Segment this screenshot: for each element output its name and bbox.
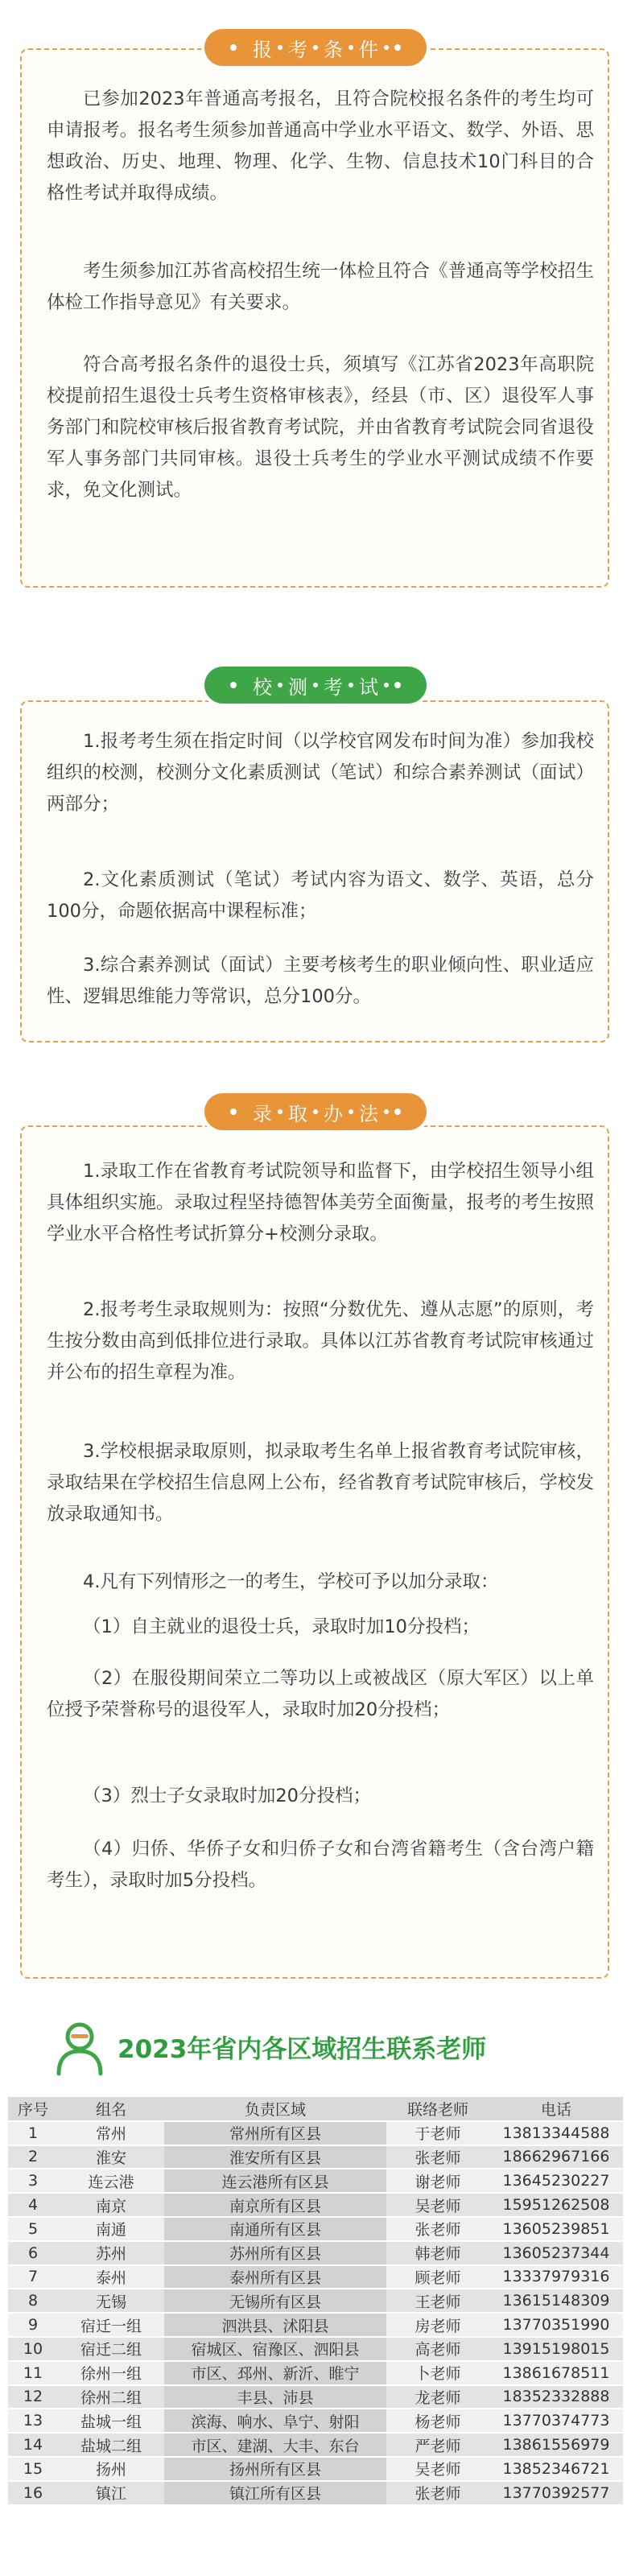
conditions-paragraph: 考生须参加江苏省高校招生统一体检且符合《普通高等学校招生体检工作指导意见》有关要求。 [47,261,594,313]
cell-index: 10 [8,2337,58,2361]
cell-group: 南通 [58,2217,164,2241]
cell-group: 徐州一组 [58,2361,164,2385]
conditions-title-char: 报 [245,34,280,62]
admission-paragraph: 3.学校根据录取原则，拟录取考生名单上报省教育考试院审核，录取结果在学校招生信息网上公布，经省教育考试院审核后，学校发放录取通知书。 [47,1441,594,1525]
exam-title-char: 校 [245,671,280,700]
cell-teacher: 张老师 [386,2217,489,2241]
cell-teacher: 谢老师 [386,2169,489,2193]
cell-region: 南京所有区县 [164,2193,386,2217]
contacts-title: 2023年省内各区域招生联系老师 [118,2035,487,2064]
exam-paragraph: 3.综合素养测试（面试）主要考核考生的职业倾向性、职业适应性、逻辑思维能力等常识，总分100分。 [47,955,594,1007]
cell-group: 常州 [58,2121,164,2145]
admission-paragraph: （2）在服役期间荣立二等功以上或被战区（原大军区）以上单位授予荣誉称号的退役军人，录取时加20分投档； [47,1668,594,1720]
conditions-paragraph: 符合高考报名条件的退役士兵，须填写《江苏省2023年高职院校提前招生退役士兵考生资格审核表》，经县（市、区）退役军人事务部门和院校审核后报省教育考试院，并由省教育考试院会同省退役军人事务部门共同审核。退役士兵考生的学业水平测试成绩不作要求，免文化测试。 [47,354,594,501]
cell-group: 苏州 [58,2241,164,2265]
table-row [8,2457,623,2481]
cell-teacher: 张老师 [386,2145,489,2169]
cell-phone: 13337979316 [489,2265,623,2289]
table-row [8,2265,623,2289]
admission-title-char: 法 [351,1098,386,1126]
table-row [8,2433,623,2457]
cell-region: 滨海、响水、阜宁、射阳 [164,2409,386,2433]
cell-index: 9 [8,2313,58,2337]
table-row [8,2337,623,2361]
admission-title-char: 办 [316,1098,351,1126]
table-row [8,2193,623,2217]
table-row [8,2241,623,2265]
cell-teacher: 顾老师 [386,2265,489,2289]
exam-title [204,667,427,704]
header-group: 组名 [58,2097,164,2121]
admission-paragraph: 4.凡有下列情形之一的考生，学校可予以加分录取： [83,1571,499,1592]
table-row [8,2481,623,2505]
exam-paragraph: 1.报考考生须在指定时间（以学校官网发布时间为准）参加我校组织的校测，校测分文化素质测试（笔试）和综合素养测试（面试）两部分； [47,731,594,815]
cell-region: 丰县、沛县 [164,2385,386,2409]
cell-phone: 13645230227 [489,2169,623,2193]
cell-group: 盐城二组 [58,2433,164,2457]
table-row [8,2409,623,2433]
exam-title-char: 测 [280,671,316,700]
cell-phone: 13852346721 [489,2457,623,2481]
header-phone: 电话 [489,2097,623,2121]
cell-index: 14 [8,2433,58,2457]
cell-group: 宿迁一组 [58,2313,164,2337]
cell-phone: 13861678511 [489,2361,623,2385]
cell-index: 4 [8,2193,58,2217]
header-index: 序号 [8,2097,58,2121]
cell-phone: 13770392577 [489,2481,623,2505]
cell-phone: 13605239851 [489,2217,623,2241]
admission-paragraph: （4）归侨、华侨子女和归侨子女和台湾省籍考生（含台湾户籍考生），录取时加5分投档。 [47,1839,594,1891]
exam-title-char: 考 [316,671,351,700]
cell-region: 市区、邳州、新沂、睢宁 [164,2361,386,2385]
cell-teacher: 于老师 [386,2121,489,2145]
cell-index: 12 [8,2385,58,2409]
cell-index: 7 [8,2265,58,2289]
cell-group: 徐州二组 [58,2385,164,2409]
cell-group: 南京 [58,2193,164,2217]
cell-region: 淮安所有区县 [164,2145,386,2169]
admission-paragraph: （1）自主就业的退役士兵，录取时加10分投档； [83,1616,480,1637]
table-row [8,2145,623,2169]
header-region: 负责区域 [164,2097,386,2121]
table-row [8,2121,623,2145]
cell-phone: 18352332888 [489,2385,623,2409]
cell-region: 连云港所有区县 [164,2169,386,2193]
cell-index: 13 [8,2409,58,2433]
cell-teacher: 严老师 [386,2433,489,2457]
cell-phone: 13770374773 [489,2409,623,2433]
cell-index: 11 [8,2361,58,2385]
cell-index: 3 [8,2169,58,2193]
exam-title-char: 试 [351,671,386,700]
cell-teacher: 高老师 [386,2337,489,2361]
table-row [8,2361,623,2385]
table-row [8,2169,623,2193]
cell-region: 宿城区、宿豫区、泗阳县 [164,2337,386,2361]
admission-title-char: 录 [245,1098,280,1126]
table-row [8,2217,623,2241]
cell-region: 泗洪县、沭阳县 [164,2313,386,2337]
admission-title [204,1093,427,1130]
cell-group: 盐城一组 [58,2409,164,2433]
cell-teacher: 王老师 [386,2289,489,2313]
cell-phone: 18662967166 [489,2145,623,2169]
conditions-title-char: 条 [316,34,351,62]
admission-paragraph: （3）烈士子女录取时加20分投档； [83,1785,371,1806]
table-row [8,2313,623,2337]
cell-group: 泰州 [58,2265,164,2289]
cell-region: 南通所有区县 [164,2217,386,2241]
admission-paragraph: 2.报考考生录取规则为：按照“分数优先、遵从志愿”的原则，考生按分数由高到低排位进行录取。具体以江苏省教育考试院审核通过并公布的招生章程为准。 [47,1299,594,1383]
admission-title-char: 取 [280,1098,316,1126]
cell-region: 常州所有区县 [164,2121,386,2145]
cell-index: 8 [8,2289,58,2313]
cell-index: 6 [8,2241,58,2265]
cell-group: 连云港 [58,2169,164,2193]
table-row [8,2289,623,2313]
conditions-paragraph: 已参加2023年普通高考报名，且符合院校报名条件的考生均可申请报考。报名考生须参加普通高中学业水平语文、数学、外语、思想政治、历史、地理、物理、化学、生物、信息技术10门科目的合格性考试并取得成绩。 [47,89,594,204]
cell-region: 苏州所有区县 [164,2241,386,2265]
cell-phone: 13813344588 [489,2121,623,2145]
conditions-title-char: 考 [280,34,316,62]
cell-index: 5 [8,2217,58,2241]
cell-teacher: 龙老师 [386,2385,489,2409]
contacts-header [55,2021,586,2079]
cell-teacher: 韩老师 [386,2241,489,2265]
cell-teacher: 房老师 [386,2313,489,2337]
cell-index: 1 [8,2121,58,2145]
cell-region: 泰州所有区县 [164,2265,386,2289]
cell-index: 16 [8,2481,58,2505]
admission-paragraph: 1.录取工作在省教育考试院领导和监督下，由学校招生领导小组具体组织实施。录取过程坚持德智体美劳全面衡量，报考的考生按照学业水平合格性考试折算分+校测分录取。 [47,1161,594,1245]
conditions-title-char: 件 [351,34,386,62]
cell-phone: 13915198015 [489,2337,623,2361]
cell-group: 宿迁二组 [58,2337,164,2361]
cell-index: 15 [8,2457,58,2481]
cell-teacher: 杨老师 [386,2409,489,2433]
cell-phone: 13615148309 [489,2289,623,2313]
cell-teacher: 吴老师 [386,2457,489,2481]
cell-phone: 13770351990 [489,2313,623,2337]
cell-phone: 13861556979 [489,2433,623,2457]
conditions-title [204,29,427,66]
cell-group: 扬州 [58,2457,164,2481]
cell-teacher: 张老师 [386,2481,489,2505]
cell-region: 镇江所有区县 [164,2481,386,2505]
cell-region: 市区、建湖、大丰、东台 [164,2433,386,2457]
cell-phone: 15951262508 [489,2193,623,2217]
contacts-table [8,2097,623,2506]
cell-index: 2 [8,2145,58,2169]
header-teacher: 联络老师 [386,2097,489,2121]
cell-region: 无锡所有区县 [164,2289,386,2313]
cell-group: 镇江 [58,2481,164,2505]
cell-phone: 13605237344 [489,2241,623,2265]
cell-region: 扬州所有区县 [164,2457,386,2481]
cell-group: 淮安 [58,2145,164,2169]
table-row [8,2385,623,2409]
cell-group: 无锡 [58,2289,164,2313]
cell-teacher: 吴老师 [386,2193,489,2217]
cell-teacher: 卜老师 [386,2361,489,2385]
table-header-row [8,2097,623,2121]
exam-paragraph: 2.文化素质测试（笔试）考试内容为语文、数学、英语，总分100分，命题依据高中课程标准； [47,869,594,922]
teacher-avatar-icon [55,2021,105,2077]
